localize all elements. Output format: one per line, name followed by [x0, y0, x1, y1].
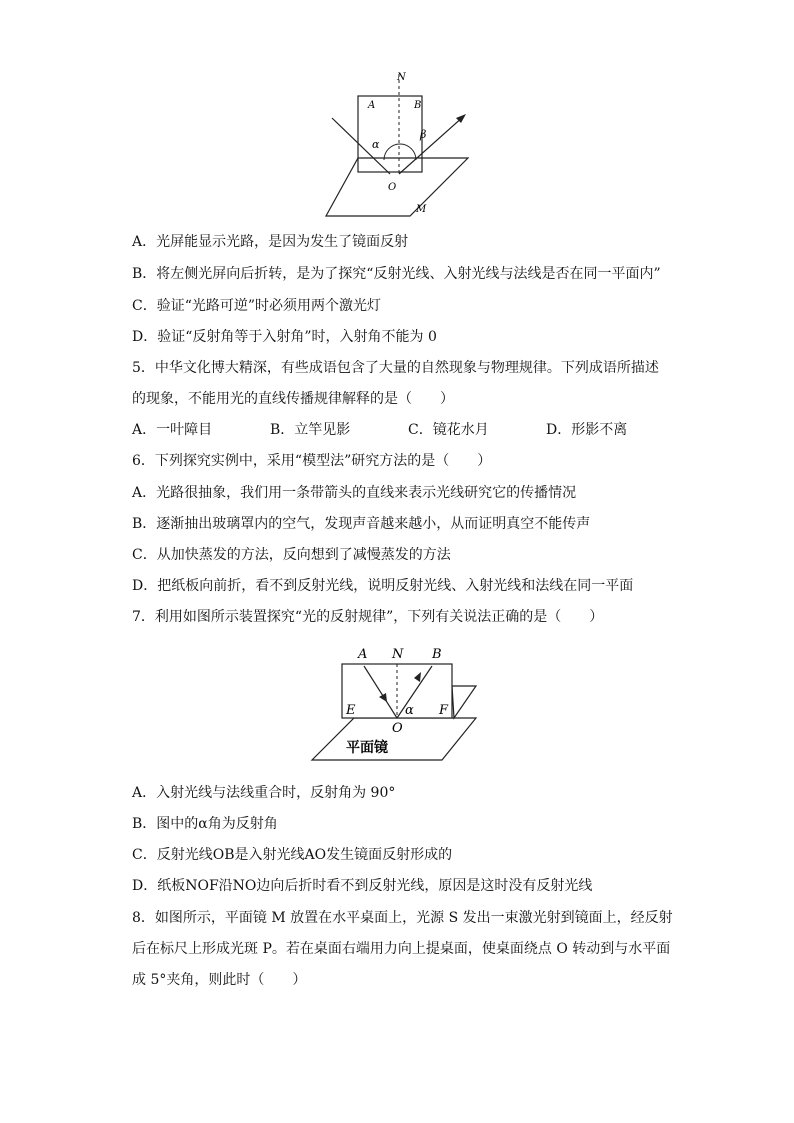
q7-option-d: D．纸板NOF沿NO边向后折时看不到反射光线，原因是这时没有反射光线 [132, 878, 593, 894]
q5-option-d: D．形影不离 [546, 422, 628, 438]
label-A: A [368, 100, 376, 111]
label-N: N [392, 647, 404, 662]
label-alpha: α [372, 138, 380, 151]
q4-option-a: A．光屏能显示光路，是因为发生了镜面反射 [132, 234, 409, 250]
label-alpha: α [405, 703, 414, 718]
q5-option-c: C．镜花水月 [408, 422, 489, 438]
mirror-plane [326, 158, 468, 216]
label-M: M [416, 204, 427, 215]
q4-option-d: D．验证“反射角等于入射角”时，入射角不能为 0 [132, 329, 437, 345]
label-B: B [414, 100, 422, 111]
q7-option-c: C．反射光线OB是入射光线AO发生镜面反射形成的 [132, 847, 453, 863]
q4-option-c: C．验证“光路可逆”时必须用两个激光灯 [132, 298, 382, 314]
reflected-ray [399, 116, 464, 174]
q5-stem-line-2: 的现象，不能用光的直线传播规律解释的是（ ） [132, 391, 454, 407]
label-E: E [346, 703, 356, 718]
figure-reflection-apparatus-2 [308, 642, 482, 764]
label-O: O [388, 182, 397, 193]
label-N: N [397, 72, 406, 83]
q6-stem: 6．下列探究实例中，采用“模型法”研究方法的是（ ） [132, 453, 492, 469]
q4-option-b: B．将左侧光屏向后折转，是为了探究“反射光线、入射光线与法线是否在同一平面内” [132, 266, 661, 282]
q5-option-a: A．一叶障目 [132, 422, 213, 438]
label-B: B [432, 647, 442, 662]
q8-stem-line-2: 后在标尺上形成光斑 P。若在桌面右端用力向上提桌面，使桌面绕点 O 转动到与水平面 [132, 941, 671, 957]
q5-option-b: B．立竿见影 [270, 422, 351, 438]
label-F: F [439, 703, 449, 718]
q6-option-b: B．逐渐抽出玻璃罩内的空气，发现声音越来越小，从而证明真空不能传声 [132, 516, 591, 532]
q6-option-a: A．光路很抽象，我们用一条带箭头的直线来表示光线研究它的传播情况 [132, 485, 577, 501]
q6-option-c: C．从加快蒸发的方法，反向想到了减慢蒸发的方法 [132, 547, 451, 563]
label-mirror: 平面镜 [346, 740, 388, 756]
figure-reflection-apparatus-1 [318, 66, 478, 218]
q7-option-a: A．入射光线与法线重合时，反射角为 90° [132, 785, 396, 801]
q6-option-d: D．把纸板向前折，看不到反射光线，说明反射光线、入射光线和法线在同一平面 [132, 578, 634, 594]
q7-option-b: B．图中的α角为反射角 [132, 816, 278, 832]
q7-stem: 7．利用如图所示装置探究“光的反射规律”，下列有关说法正确的是（ ） [132, 609, 604, 625]
label-A: A [358, 647, 368, 662]
q5-options [132, 420, 627, 440]
label-O: O [392, 721, 403, 736]
board-F-folded [452, 686, 476, 718]
q8-stem-line-3: 成 5°夹角，则此时（ ） [132, 972, 307, 988]
incident-ray [332, 118, 390, 174]
q8-stem-line-1: 8．如图所示，平面镜 M 放置在水平桌面上，光源 S 发出一束激光射到镜面上，经反射 [132, 910, 673, 926]
q5-stem-line-1: 5．中华文化博大精深，有些成语包含了大量的自然现象与物理规律。下列成语所描述 [132, 360, 659, 376]
label-beta: β [420, 128, 427, 141]
